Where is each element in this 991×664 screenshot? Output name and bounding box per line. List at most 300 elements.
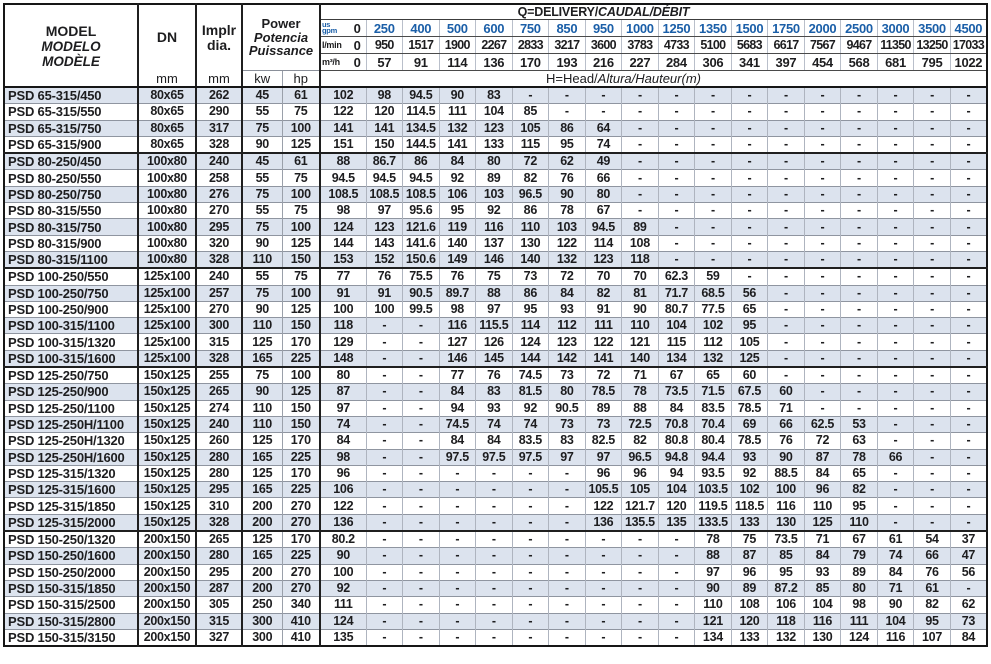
head-value-cell: 90 <box>439 87 476 104</box>
dn-cell: 200x150 <box>138 564 196 580</box>
head-value-cell: - <box>731 219 768 235</box>
head-value-cell: 80 <box>841 580 878 596</box>
head-value-cell: - <box>403 629 440 646</box>
head-value-cell: 124 <box>512 334 549 350</box>
head-value-cell: - <box>841 301 878 317</box>
head-value-cell: - <box>403 416 440 432</box>
impeller-dia-cell: 260 <box>196 433 242 449</box>
head-value-cell: 84 <box>658 400 695 416</box>
head-value-cell: - <box>622 104 659 120</box>
impeller-dia-cell: 315 <box>196 334 242 350</box>
head-value-cell: - <box>914 449 951 465</box>
flow-value-l-min: 1900 <box>439 37 476 54</box>
model-cell: PSD 125-315/1600 <box>4 482 138 498</box>
flow-value-l-min: 6617 <box>768 37 805 54</box>
power-kw-cell: 90 <box>242 384 282 400</box>
power-kw-cell: 165 <box>242 482 282 498</box>
table-row <box>4 285 987 301</box>
head-value-cell: 64 <box>585 120 622 136</box>
head-value-cell: 62 <box>549 153 586 170</box>
model-cell: PSD 150-250/1320 <box>4 531 138 548</box>
head-value-cell: - <box>804 285 841 301</box>
head-value-cell: 74 <box>512 416 549 432</box>
head-value-cell: - <box>658 251 695 268</box>
head-value-cell: - <box>914 318 951 334</box>
head-value-cell: 102 <box>731 482 768 498</box>
head-value-cell: 127 <box>439 334 476 350</box>
dn-cell: 80x65 <box>138 120 196 136</box>
head-value-cell: 70 <box>585 268 622 285</box>
head-value-cell: - <box>877 203 914 219</box>
head-value-cell: 145 <box>476 350 513 367</box>
flow-value-us-gpm: 1500 <box>731 20 768 37</box>
head-value-cell: - <box>877 416 914 432</box>
head-value-cell: 90 <box>877 597 914 613</box>
head-value-cell: - <box>768 186 805 202</box>
head-value-cell: - <box>841 285 878 301</box>
impeller-dia-cell: 315 <box>196 613 242 629</box>
head-value-cell: - <box>622 548 659 564</box>
delivery-title: Q=DELIVERY/CAUDAL/DÉBIT <box>320 4 987 20</box>
table-row <box>4 597 987 613</box>
head-value-cell: 116 <box>439 318 476 334</box>
head-value-cell: 84 <box>804 465 841 481</box>
head-value-cell: 87.2 <box>768 580 805 596</box>
head-value-cell: - <box>804 251 841 268</box>
head-value-cell: 95.6 <box>403 203 440 219</box>
head-value-cell: 71 <box>622 367 659 384</box>
head-value-cell: - <box>950 433 987 449</box>
head-value-cell: 121 <box>695 613 732 629</box>
flow-value-m3-h: 681 <box>877 54 914 71</box>
head-value-cell: 97 <box>366 203 403 219</box>
head-value-cell: 66 <box>768 416 805 432</box>
head-value-cell: 84 <box>439 433 476 449</box>
head-value-cell: - <box>476 564 513 580</box>
head-value-cell: - <box>841 136 878 153</box>
head-value-cell: - <box>914 465 951 481</box>
impeller-dia-cell: 295 <box>196 564 242 580</box>
model-cell: PSD 100-315/1600 <box>4 350 138 367</box>
head-value-cell: 125 <box>731 350 768 367</box>
flow-value-m3-h: 341 <box>731 54 768 71</box>
head-value-cell: 63 <box>841 433 878 449</box>
head-value-cell: - <box>403 613 440 629</box>
us-gpm-zero-cell: us gpm 0 <box>320 20 366 37</box>
head-value-cell: 66 <box>877 449 914 465</box>
table-row <box>4 613 987 629</box>
head-value-cell: - <box>914 400 951 416</box>
dn-cell: 100x80 <box>138 251 196 268</box>
table-row <box>4 104 987 120</box>
head-value-cell: - <box>804 367 841 384</box>
head-value-cell: 133.5 <box>695 514 732 531</box>
table-row <box>4 87 987 104</box>
impeller-dia-cell: 240 <box>196 268 242 285</box>
head-value-cell: 76 <box>549 170 586 186</box>
head-value-cell: 88 <box>476 285 513 301</box>
head-value-cell: - <box>549 465 586 481</box>
head-value-cell: 67 <box>585 203 622 219</box>
power-kw-cell: 90 <box>242 136 282 153</box>
power-hp-cell: 270 <box>282 514 320 531</box>
head-value-cell: 134 <box>658 350 695 367</box>
power-kw-cell: 200 <box>242 580 282 596</box>
dn-cell: 200x150 <box>138 597 196 613</box>
head-value-cell: - <box>585 104 622 120</box>
dn-cell: 125x100 <box>138 285 196 301</box>
head-value-cell: - <box>950 170 987 186</box>
model-cell: PSD 100-315/1100 <box>4 318 138 334</box>
power-hp-cell: 270 <box>282 580 320 596</box>
head-value-cell: 76 <box>439 268 476 285</box>
power-hp-cell: 170 <box>282 433 320 449</box>
head-value-cell: - <box>804 186 841 202</box>
model-cell: PSD 125-250/1100 <box>4 400 138 416</box>
head-value-cell: 106 <box>768 597 805 613</box>
head-value-cell: - <box>877 384 914 400</box>
flow-value-l-min: 13250 <box>914 37 951 54</box>
head-value-cell: - <box>950 268 987 285</box>
head-value-cell: 74 <box>476 416 513 432</box>
head-value-cell: - <box>658 120 695 136</box>
head-value-cell: - <box>731 251 768 268</box>
head-value-cell: 85 <box>512 104 549 120</box>
head-value-cell: 80.4 <box>695 433 732 449</box>
head-value-cell: - <box>403 482 440 498</box>
head-value-cell: - <box>877 87 914 104</box>
head-value-cell: 108.5 <box>320 186 366 202</box>
head-value-cell: - <box>512 564 549 580</box>
impeller-dia-cell: 257 <box>196 285 242 301</box>
flow-value-us-gpm: 1250 <box>658 20 695 37</box>
head-value-cell: 67 <box>841 531 878 548</box>
flow-value-m3-h: 57 <box>366 54 403 71</box>
table-row <box>4 449 987 465</box>
head-value-cell: 86 <box>549 120 586 136</box>
head-value-cell: - <box>658 580 695 596</box>
head-value-cell: - <box>439 514 476 531</box>
dn-cell: 100x80 <box>138 235 196 251</box>
head-value-cell: - <box>403 367 440 384</box>
model-cell: PSD 125-250H/1320 <box>4 433 138 449</box>
head-value-cell: 84 <box>950 629 987 646</box>
dn-cell: 80x65 <box>138 136 196 153</box>
head-value-cell: - <box>768 367 805 384</box>
head-value-cell: - <box>512 482 549 498</box>
head-value-cell: - <box>439 564 476 580</box>
head-value-cell: - <box>658 597 695 613</box>
head-value-cell: 119 <box>439 219 476 235</box>
head-value-cell: 80 <box>585 186 622 202</box>
flow-value-us-gpm: 850 <box>549 20 586 37</box>
head-value-cell: - <box>658 203 695 219</box>
head-value-cell: - <box>549 87 586 104</box>
head-value-cell: - <box>403 433 440 449</box>
head-value-cell: - <box>695 120 732 136</box>
power-kw-cell: 200 <box>242 498 282 514</box>
head-value-cell: 97.5 <box>476 449 513 465</box>
head-value-cell: - <box>877 251 914 268</box>
head-value-cell: - <box>768 235 805 251</box>
head-value-cell: - <box>841 153 878 170</box>
head-value-cell: - <box>914 285 951 301</box>
head-value-cell: 84 <box>804 548 841 564</box>
dn-cell: 200x150 <box>138 580 196 596</box>
head-value-cell: 67.5 <box>731 384 768 400</box>
impeller-dia-cell: 255 <box>196 367 242 384</box>
head-value-cell: 95 <box>768 564 805 580</box>
head-value-cell: 96 <box>622 465 659 481</box>
head-value-cell: - <box>914 235 951 251</box>
head-value-cell: 115.5 <box>476 318 513 334</box>
head-value-cell: - <box>622 564 659 580</box>
head-value-cell: 137 <box>476 235 513 251</box>
head-value-cell: - <box>549 564 586 580</box>
head-value-cell: - <box>731 153 768 170</box>
head-value-cell: - <box>658 136 695 153</box>
head-value-cell: 72 <box>804 433 841 449</box>
impeller-dia-cell: 328 <box>196 136 242 153</box>
head-value-cell: - <box>658 564 695 580</box>
head-value-cell: 86 <box>512 203 549 219</box>
head-value-cell: 74 <box>320 416 366 432</box>
head-value-cell: - <box>877 482 914 498</box>
head-value-cell: 69 <box>731 416 768 432</box>
head-value-cell: 132 <box>549 251 586 268</box>
model-cell: PSD 125-250H/1600 <box>4 449 138 465</box>
head-value-cell: 71 <box>804 531 841 548</box>
power-kw-cell: 55 <box>242 203 282 219</box>
model-cell: PSD 150-250/1600 <box>4 548 138 564</box>
head-value-cell: - <box>804 153 841 170</box>
head-value-cell: - <box>804 120 841 136</box>
head-value-cell: - <box>841 350 878 367</box>
head-value-cell: 104 <box>658 318 695 334</box>
head-value-cell: - <box>768 251 805 268</box>
head-value-cell: 95 <box>439 203 476 219</box>
impeller-dia-cell: 295 <box>196 482 242 498</box>
power-kw-cell: 165 <box>242 350 282 367</box>
power-kw-cell: 75 <box>242 120 282 136</box>
head-value-cell: - <box>804 170 841 186</box>
flow-value-us-gpm: 750 <box>512 20 549 37</box>
head-value-cell: 54 <box>914 531 951 548</box>
head-value-cell: - <box>549 531 586 548</box>
head-value-cell: - <box>914 186 951 202</box>
flow-value-us-gpm: 3000 <box>877 20 914 37</box>
head-value-cell: 77 <box>439 367 476 384</box>
head-value-cell: 111 <box>841 613 878 629</box>
head-value-cell: 148 <box>320 350 366 367</box>
head-value-cell: - <box>768 334 805 350</box>
head-value-cell: 96 <box>804 482 841 498</box>
head-value-cell: 106 <box>320 482 366 498</box>
power-hp-cell: 225 <box>282 350 320 367</box>
head-value-cell: 121.7 <box>622 498 659 514</box>
table-row <box>4 465 987 481</box>
head-value-cell: 141 <box>439 136 476 153</box>
dn-cell: 100x80 <box>138 153 196 170</box>
flow-value-m3-h: 193 <box>549 54 586 71</box>
head-value-cell: - <box>622 580 659 596</box>
head-value-cell: 140 <box>622 350 659 367</box>
power-hp-cell: 125 <box>282 235 320 251</box>
head-value-cell: 108 <box>622 235 659 251</box>
head-value-cell: 89 <box>585 400 622 416</box>
head-value-cell: 104 <box>476 104 513 120</box>
head-value-cell: - <box>877 367 914 384</box>
head-value-cell: - <box>658 186 695 202</box>
power-hp-unit: hp <box>282 71 320 88</box>
flow-value-l-min: 17033 <box>950 37 987 54</box>
flow-value-us-gpm: 950 <box>585 20 622 37</box>
impeller-dia-cell: 262 <box>196 87 242 104</box>
head-value-cell: 93 <box>549 301 586 317</box>
head-value-cell: 90 <box>695 580 732 596</box>
head-value-cell: 98 <box>841 597 878 613</box>
model-cell: PSD 65-315/450 <box>4 87 138 104</box>
head-value-cell: 56 <box>950 564 987 580</box>
head-value-cell: 83.5 <box>512 433 549 449</box>
head-value-cell: 120 <box>658 498 695 514</box>
us-gpm-unit-label: us gpm <box>322 19 337 35</box>
head-value-cell: 140 <box>439 235 476 251</box>
head-value-cell: 103.5 <box>695 482 732 498</box>
head-value-cell: 93 <box>804 564 841 580</box>
dn-cell: 150x125 <box>138 465 196 481</box>
head-value-cell: 100 <box>320 564 366 580</box>
head-value-cell: 129 <box>320 334 366 350</box>
head-value-cell: - <box>731 235 768 251</box>
dn-cell: 125x100 <box>138 318 196 334</box>
power-kw-cell: 110 <box>242 318 282 334</box>
table-row <box>4 318 987 334</box>
head-value-cell: 75 <box>731 531 768 548</box>
head-value-cell: - <box>731 136 768 153</box>
head-value-cell: - <box>403 334 440 350</box>
head-value-cell: - <box>877 136 914 153</box>
power-kw-cell: 110 <box>242 416 282 432</box>
impeller-dia-cell: 265 <box>196 384 242 400</box>
head-value-cell: 95 <box>549 136 586 153</box>
head-value-cell: - <box>914 334 951 350</box>
head-value-cell: - <box>366 482 403 498</box>
head-value-cell: 119.5 <box>695 498 732 514</box>
head-value-cell: - <box>914 482 951 498</box>
head-value-cell: 94.5 <box>366 170 403 186</box>
head-value-cell: 78.5 <box>585 384 622 400</box>
head-value-cell: 110 <box>622 318 659 334</box>
head-value-cell: 96 <box>731 564 768 580</box>
head-value-cell: - <box>695 251 732 268</box>
dn-cell: 125x100 <box>138 268 196 285</box>
head-value-cell: 114 <box>512 318 549 334</box>
head-value-cell: 118 <box>622 251 659 268</box>
head-value-cell: 75 <box>476 268 513 285</box>
head-value-cell: 88 <box>622 400 659 416</box>
head-value-cell: 93.5 <box>695 465 732 481</box>
head-value-cell: - <box>512 514 549 531</box>
m3-h-unit-label: m³/h <box>322 56 340 67</box>
head-value-cell: 86 <box>512 285 549 301</box>
head-value-cell: 82 <box>622 433 659 449</box>
head-value-cell: - <box>914 367 951 384</box>
power-hp-cell: 75 <box>282 104 320 120</box>
table-row <box>4 219 987 235</box>
head-value-cell: 73 <box>585 416 622 432</box>
head-value-cell: - <box>658 613 695 629</box>
power-kw-cell: 125 <box>242 433 282 449</box>
head-value-cell: 93 <box>476 400 513 416</box>
flow-value-l-min: 1517 <box>403 37 440 54</box>
power-hp-cell: 75 <box>282 203 320 219</box>
flow-value-us-gpm: 1750 <box>768 20 805 37</box>
head-value-cell: - <box>804 350 841 367</box>
head-value-cell: - <box>804 400 841 416</box>
power-kw-cell: 55 <box>242 268 282 285</box>
head-value-cell: 102 <box>320 87 366 104</box>
head-value-cell: 126 <box>476 334 513 350</box>
head-value-cell: 76 <box>768 433 805 449</box>
head-value-cell: 83.5 <box>695 400 732 416</box>
power-kw-cell: 45 <box>242 87 282 104</box>
head-value-cell: - <box>403 514 440 531</box>
head-value-cell: - <box>768 285 805 301</box>
power-hp-cell: 270 <box>282 564 320 580</box>
head-value-cell: - <box>695 136 732 153</box>
head-value-cell: - <box>622 186 659 202</box>
head-value-cell: 97.5 <box>512 449 549 465</box>
head-value-cell: - <box>804 87 841 104</box>
head-value-cell: - <box>950 514 987 531</box>
head-value-cell: 120 <box>731 613 768 629</box>
head-value-cell: 123 <box>476 120 513 136</box>
impeller-dia-cell: 290 <box>196 104 242 120</box>
head-value-cell: - <box>366 367 403 384</box>
head-value-cell: - <box>950 465 987 481</box>
head-value-cell: 80 <box>549 384 586 400</box>
head-value-cell: 116 <box>804 613 841 629</box>
head-value-cell: - <box>731 104 768 120</box>
model-cell: PSD 100-250/750 <box>4 285 138 301</box>
head-value-cell: - <box>512 465 549 481</box>
dn-cell: 150x125 <box>138 498 196 514</box>
head-value-cell: 107 <box>914 629 951 646</box>
model-header-es: MODELO <box>41 38 101 54</box>
head-value-cell: - <box>950 384 987 400</box>
head-value-cell: 97 <box>320 400 366 416</box>
head-value-cell: 71.5 <box>695 384 732 400</box>
head-value-cell: - <box>549 629 586 646</box>
head-value-cell: 124 <box>320 613 366 629</box>
head-value-cell: 112 <box>695 334 732 350</box>
head-value-cell: 104 <box>877 613 914 629</box>
table-row <box>4 136 987 153</box>
head-value-cell: 74 <box>877 548 914 564</box>
power-hp-cell: 100 <box>282 285 320 301</box>
head-value-cell: 73 <box>549 367 586 384</box>
head-value-cell: 73 <box>512 268 549 285</box>
head-value-cell: 89 <box>476 170 513 186</box>
head-value-cell: - <box>950 251 987 268</box>
power-hp-cell: 100 <box>282 186 320 202</box>
table-row <box>4 203 987 219</box>
head-value-cell: 98 <box>320 203 366 219</box>
head-value-cell: - <box>841 400 878 416</box>
flow-value-l-min: 3600 <box>585 37 622 54</box>
head-value-cell: - <box>366 548 403 564</box>
